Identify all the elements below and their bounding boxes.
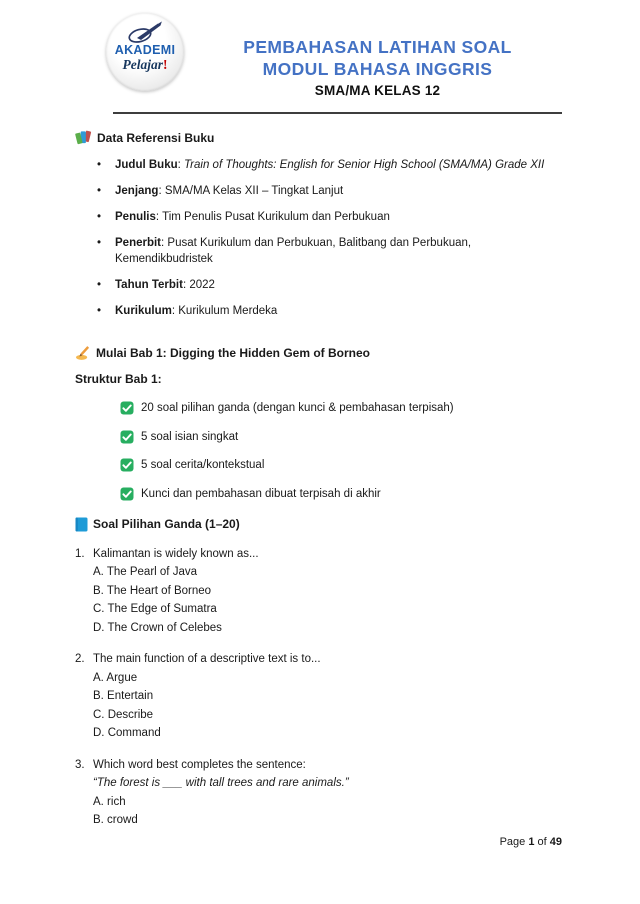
reference-label: Jenjang xyxy=(115,185,159,197)
akademi-pelajar-logo xyxy=(106,13,184,91)
chapter-heading-text: Mulai Bab 1: Digging the Hidden Gem of Borneo xyxy=(96,345,371,360)
checklist-text: Kunci dan pembahasan dibuat terpisah di akhir xyxy=(141,487,381,500)
logo-brand-tagline xyxy=(123,57,168,72)
checklist-text: 5 soal cerita/kontekstual xyxy=(141,459,265,471)
page-number-of: of xyxy=(534,836,550,848)
logo-brand-name: AKADEMI xyxy=(114,43,176,57)
reference-heading-text: Data Referensi Buku xyxy=(97,130,215,145)
question-option: A. The Pearl of Java xyxy=(93,566,197,578)
question-option: D. The Crown of Celebes xyxy=(93,621,222,634)
reference-item-text xyxy=(115,183,343,199)
mcq-section-heading xyxy=(75,517,572,532)
reference-value: Train of Thoughts: English for Senior High School (SMA/MA) Grade XII xyxy=(184,159,545,171)
reference-item-kurikulum xyxy=(97,303,572,319)
writing-hand-icon xyxy=(75,345,91,360)
page-number-current: 1 xyxy=(528,836,535,848)
module-subtitle: SMA/MA KELAS 12 xyxy=(314,83,441,98)
question-option: C. The Edge of Sumatra xyxy=(93,603,217,615)
question-2 xyxy=(75,650,572,743)
checklist-item xyxy=(120,429,572,445)
bullet-marker: • xyxy=(97,237,102,249)
question-number: 1. xyxy=(75,547,85,560)
question-text: Kalimantan is widely known as... xyxy=(93,547,259,560)
reference-label: Judul Buku xyxy=(115,159,178,171)
reference-item-text xyxy=(115,235,471,267)
reference-separator: : xyxy=(155,211,163,223)
question-line xyxy=(75,545,572,564)
blue-book-icon xyxy=(75,517,88,532)
reference-item-penulis xyxy=(97,209,572,225)
reference-item-penerbit xyxy=(97,235,572,267)
question-option: B. The Heart of Borneo xyxy=(93,584,212,597)
reference-label: Tahun Terbit xyxy=(115,279,183,291)
reference-separator: : xyxy=(182,279,190,291)
checklist-item xyxy=(120,486,572,502)
reference-label: Penulis xyxy=(115,211,156,223)
reference-item-text xyxy=(115,157,544,173)
reference-separator: : xyxy=(161,237,168,249)
check-icon xyxy=(120,430,134,444)
reference-value: Pusat Kurikulum dan Perbukuan, Balitbang dan Perbukuan, xyxy=(167,237,472,249)
reference-label: Kurikulum xyxy=(115,305,172,317)
page-number xyxy=(500,836,562,848)
bullet-marker: • xyxy=(97,185,102,197)
question-line xyxy=(75,650,572,669)
question-option: B. crowd xyxy=(93,814,138,826)
question-number: 3. xyxy=(75,758,85,771)
reference-separator: : xyxy=(177,159,185,171)
question-text: Which word best completes the sentence: xyxy=(93,758,306,771)
question-line xyxy=(75,756,572,775)
reference-item-text xyxy=(115,277,215,293)
reference-item-tahun xyxy=(97,277,572,293)
reference-section-heading xyxy=(75,130,572,145)
chapter-heading xyxy=(75,345,572,360)
question-option: B. Entertain xyxy=(93,690,154,702)
checklist-text: 5 soal isian singkat xyxy=(141,430,239,443)
checklist-item xyxy=(120,457,572,473)
checklist-item xyxy=(120,400,572,416)
page-number-prefix: Page xyxy=(499,836,529,848)
module-title-line2: MODUL BAHASA INGGRIS xyxy=(262,59,493,79)
reference-value: Kurikulum Merdeka xyxy=(178,305,278,317)
document-header xyxy=(185,36,570,98)
question-option: A. Argue xyxy=(93,671,138,684)
reference-item-text xyxy=(115,303,277,319)
module-title-line1: PEMBAHASAN LATIHAN SOAL xyxy=(243,37,512,57)
reference-label: Penerbit xyxy=(115,237,162,249)
question-option: C. Describe xyxy=(93,708,154,721)
checklist-text: 20 soal pilihan ganda (dengan kunci & pembahasan terpisah) xyxy=(141,402,454,414)
question-1 xyxy=(75,545,572,638)
reference-value: 2022 xyxy=(189,279,215,291)
question-options xyxy=(93,669,572,743)
question-option: D. Command xyxy=(93,727,161,739)
reference-value-line2: Kemendikbudristek xyxy=(115,253,213,265)
question-number: 2. xyxy=(75,653,85,665)
logo-tagline-text: Pelajar xyxy=(122,57,163,72)
reference-item-judul xyxy=(97,157,572,173)
page-number-total: 49 xyxy=(549,836,562,848)
question-quote: “The forest is ___ with tall trees and rare animals.” xyxy=(93,777,349,789)
question-options xyxy=(93,563,572,637)
header-divider xyxy=(113,112,562,114)
question-option: A. rich xyxy=(93,795,126,808)
reference-separator: : xyxy=(158,185,165,197)
logo-exclaim: ! xyxy=(163,57,168,72)
question-text: The main function of a descriptive text is to... xyxy=(93,653,321,665)
bullet-marker: • xyxy=(97,279,102,291)
question-options xyxy=(93,774,572,830)
bullet-marker: • xyxy=(97,159,102,171)
bullet-marker: • xyxy=(97,305,102,317)
check-icon xyxy=(120,401,134,415)
reference-list xyxy=(97,157,572,319)
document-body xyxy=(75,126,572,830)
books-icon xyxy=(75,130,92,145)
check-icon xyxy=(120,487,134,501)
question-3 xyxy=(75,756,572,830)
fountain-pen-icon xyxy=(124,20,166,44)
reference-item-jenjang xyxy=(97,183,572,199)
reference-item-text xyxy=(115,209,390,225)
reference-value: SMA/MA Kelas XII – Tingkat Lanjut xyxy=(164,185,344,197)
structure-heading: Struktur Bab 1: xyxy=(75,372,162,386)
check-icon xyxy=(120,458,134,472)
reference-value: Tim Penulis Pusat Kurikulum dan Perbukuan xyxy=(162,211,390,223)
chapter-checklist xyxy=(120,400,572,502)
mcq-heading-text: Soal Pilihan Ganda (1–20) xyxy=(93,517,240,531)
reference-separator: : xyxy=(171,305,179,317)
bullet-marker: • xyxy=(97,211,102,223)
